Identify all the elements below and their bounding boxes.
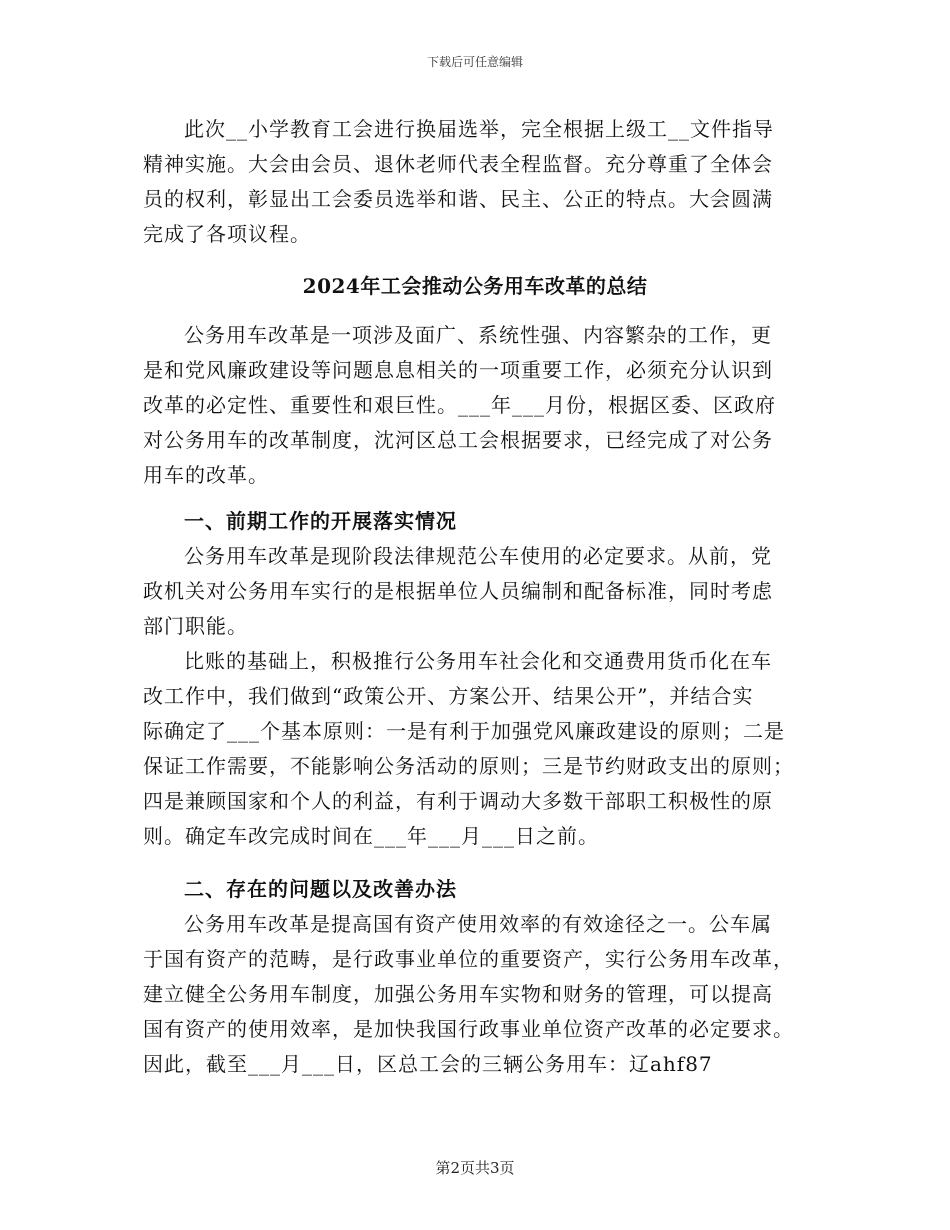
section-heading: 一、前期工作的开展落实情况 <box>184 509 457 533</box>
text-line: 改工作中，我们做到“政策公开、方案公开、结果公开”，并结合实 <box>143 684 754 708</box>
text-line: 此次__小学教育工会进行换届选举，完全根据上级工__文件指导 <box>184 117 774 141</box>
text-line: 则。确定车改完成时间在___年___月___日之前。 <box>143 824 599 848</box>
intro-paragraph <box>143 112 823 252</box>
text-line: 际确定了___个基本原则：一是有利于加强党风廉政建设的原则；二是 <box>143 719 785 743</box>
text-line: 是和党风廉政建设等问题息息相关的一项重要工作，必须充分认识到 <box>143 358 773 382</box>
text-line: 完成了各项议程。 <box>143 222 311 246</box>
text-line: 用车的改革。 <box>143 463 269 487</box>
text-line: 建立健全公务用车制度，加强公务用车实物和财务的管理，可以提高 <box>143 982 773 1006</box>
document-title: 2024年工会推动公务用车改革的总结 <box>302 274 648 298</box>
text-line: 于国有资产的范畴，是行政事业单位的重要资产，实行公务用车改革， <box>143 947 794 971</box>
text-line: 政机关对公务用车实行的是根据单位人员编制和配备标准，同时考虑 <box>143 579 773 603</box>
text-line: 四是兼顾国家和个人的利益，有利于调动大多数干部职工积极性的原 <box>143 789 773 813</box>
section-1 <box>143 504 823 854</box>
text-line: 改革的必定性、重要性和艰巨性。___年___月份，根据区委、区政府 <box>143 393 776 417</box>
text-line: 公务用车改革是现阶段法律规范公车使用的必定要求。从前，党 <box>184 544 772 568</box>
text-line: 部门职能。 <box>143 614 248 638</box>
section-heading: 二、存在的问题以及改善办法 <box>184 877 457 901</box>
text-line: 国有资产的使用效率，是加快我国行政事业单位资产改革的必定要求。 <box>143 1017 794 1041</box>
text-line: 公务用车改革是一项涉及面广、系统性强、内容繁杂的工作，更 <box>184 323 772 347</box>
text-line: 公务用车改革是提高国有资产使用效率的有效途径之一。公车属 <box>184 912 772 936</box>
text-line: 因此，截至___月___日，区总工会的三辆公务用车：辽ahf87 <box>143 1052 713 1076</box>
header-note: 下载后可任意编辑 <box>426 55 523 69</box>
text-line: 比账的基础上，积极推行公务用车社会化和交通费用货币化在车 <box>184 649 772 673</box>
text-line: 对公务用车的改革制度，沈河区总工会根据要求，已经完成了对公务 <box>143 428 773 452</box>
section-intro-paragraph <box>143 318 823 493</box>
text-line: 精神实施。大会由会员、退休老师代表全程监督。充分尊重了全体会 <box>143 152 773 176</box>
section-2 <box>143 872 823 1082</box>
text-line: 员的权利，彰显出工会委员选举和谐、民主、公正的特点。大会圆满 <box>143 187 773 211</box>
text-line: 保证工作需要，不能影响公务活动的原则；三是节约财政支出的原则； <box>143 754 794 778</box>
page-number: 第2页共3页 <box>435 1159 515 1177</box>
